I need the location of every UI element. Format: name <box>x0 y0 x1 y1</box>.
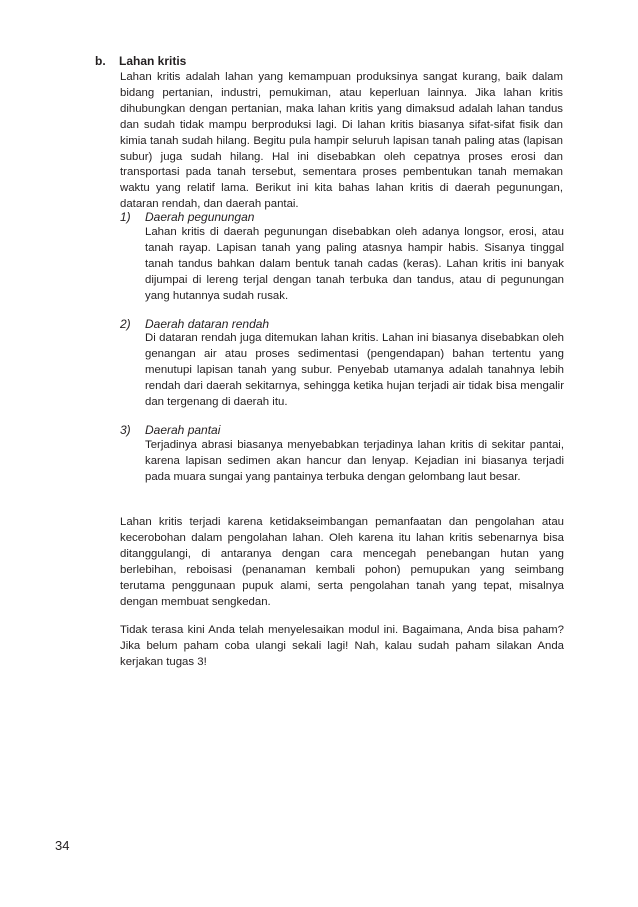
page-number: 34 <box>55 838 70 853</box>
section-title: Lahan kritis <box>119 54 187 68</box>
subsection-heading-coast <box>120 422 220 438</box>
subsection-paragraph-lowlands: Di dataran rendah juga ditemukan lahan kritis. Lahan ini biasanya disebabkan oleh genangan air atau proses sedimentasi (pengendapan) bahan tertentu yang menutupi lapisan tanah yang subur. Penyebab utamanya adalah tanahnya lebih rendah dari daerah sekitarnya, sehingga ketika hujan terjadi air tidak bisa mengalir dan tergenang di daerah itu. <box>145 332 564 408</box>
subsection-heading-mountains <box>120 209 254 225</box>
subsection-number: 3) <box>120 423 131 437</box>
subsection-heading-lowlands <box>120 316 269 332</box>
subsection-number: 2) <box>120 317 131 331</box>
intro-paragraph: Lahan kritis adalah lahan yang kemampuan produksinya sangat kurang, baik dalam bidang pertanian, industri, pemukiman, atau keperluan lainnya. Jika lahan kritis dihubungkan dengan pertanian, maka lahan kritis yang dimaksud adalah lahan tandus dan sudah tidak mampu berproduksi lagi. Di lahan kritis biasanya sifat-sifat fisik dan kimia tanah sudah hilang. Begitu pula hampir seluruh lapisan tanah paling atas (lapisan subur) juga sudah hilang. Hal ini disebabkan oleh cepatnya proses erosi dan transportasi pada tanah tersebut, sementara proses pembentukan tanah memakan waktu yang relatif lama. Berikut ini kita bahas lahan kritis di daerah pegunungan, dataran rendah, dan daerah pantai. <box>120 71 563 211</box>
subsection-paragraph-mountains: Lahan kritis di daerah pegunungan disebabkan oleh adanya longsor, erosi, atau tanah rayap. Lapisan tanah yang paling atasnya hampir habis. Sisanya tinggal tanah tandus bahkan dalam bentuk tanah cadas (keras). Lahan kritis ini banyak dijumpai di lereng terjal dengan tanah terbuka dan tandus, atau di pegunungan yang hutannya sudah rusak. <box>145 226 564 302</box>
closing-paragraph: Lahan kritis terjadi karena ketidakseimbangan pemanfaatan dan pengolahan atau kecerobohan dalam pengolahan lahan. Oleh karena itu lahan kritis sebenarnya bisa ditanggulangi, di antaranya dengan cara mencegah penebangan hutan yang berlebihan, reboisasi (penanaman kembali pohon) pemupukan yang seimbang terutama penggunaan pupuk alami, serta pengolahan tanah yang tepat, misalnya dengan membuat sengkedan. <box>120 516 564 608</box>
subsection-title: Daerah dataran rendah <box>145 317 270 331</box>
subsection-number: 1) <box>120 210 131 224</box>
subsection-paragraph-coast: Terjadinya abrasi biasanya menyebabkan terjadinya lahan kritis di sekitar pantai, karena lapisan sedimen akan hancur dan lenyap. Kejadian ini biasanya terjadi pada muara sungai yang pantainya terbuka dengan gelombang laut besar. <box>145 439 564 483</box>
subsection-title: Daerah pantai <box>145 423 221 437</box>
closing-paragraph: Tidak terasa kini Anda telah menyelesaikan modul ini. Bagaimana, Anda bisa paham? Jika belum paham coba ulangi sekali lagi! Nah, kalau sudah paham silakan Anda kerjakan tugas 3! <box>120 624 564 668</box>
section-letter: b. <box>95 54 106 68</box>
section-heading <box>95 53 186 69</box>
subsection-title: Daerah pegunungan <box>145 210 255 224</box>
